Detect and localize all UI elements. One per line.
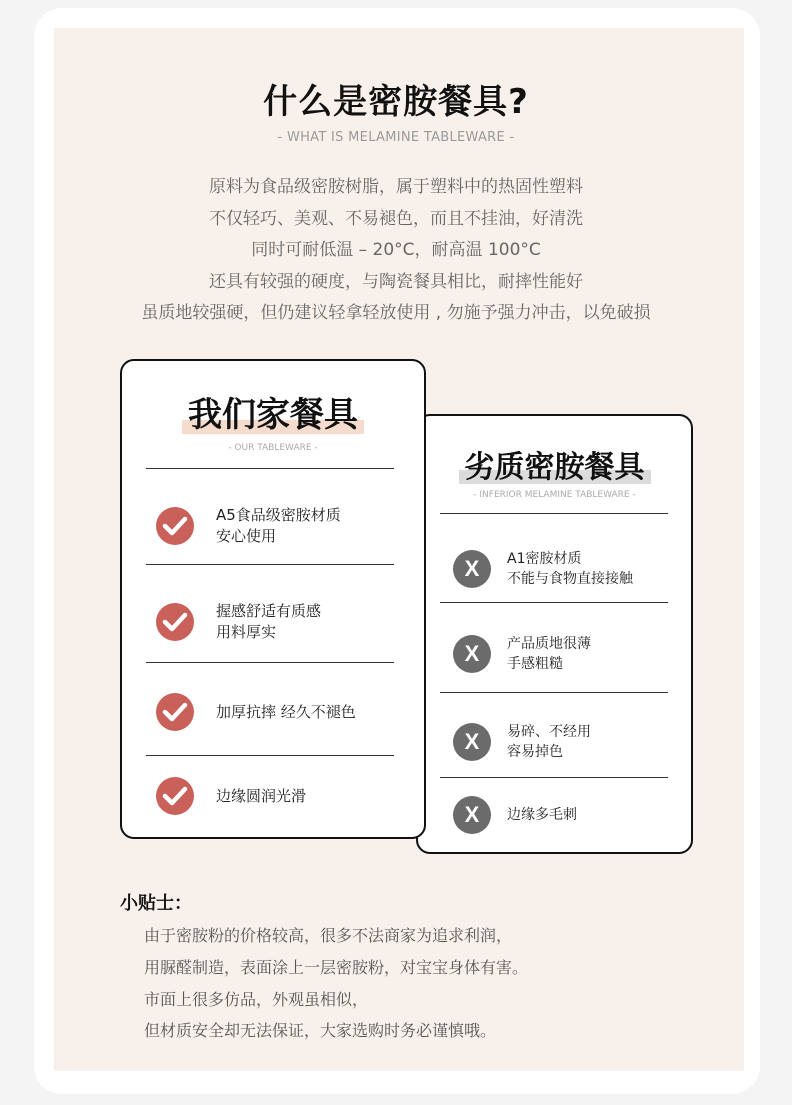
check-icon xyxy=(156,603,194,641)
our-card-subtitle: - OUR TABLEWARE - xyxy=(228,443,318,453)
item-line: 手感粗糙 xyxy=(507,656,563,672)
list-item xyxy=(453,549,633,589)
page-subtitle: - WHAT IS MELAMINE TABLEWARE - xyxy=(277,130,515,145)
item-line: 边缘多毛刺 xyxy=(507,807,577,823)
inferior-tableware-card xyxy=(416,414,693,854)
divider xyxy=(440,513,668,514)
item-line: A1密胺材质 xyxy=(507,551,582,567)
inferior-card-title xyxy=(459,442,651,486)
item-text xyxy=(216,601,321,643)
list-item xyxy=(453,722,591,762)
list-item xyxy=(156,505,341,547)
x-icon: X xyxy=(453,635,491,673)
tips-line: 由于密胺粉的价格较高，很多不法商家为追求利润， xyxy=(144,926,513,945)
item-line: A5食品级密胺材质 xyxy=(216,506,341,524)
tips-line: 市面上很多仿品，外观虽相似， xyxy=(144,989,369,1009)
list-item xyxy=(453,634,591,674)
check-icon xyxy=(156,693,194,731)
page-title: 什么是密胺餐具? xyxy=(263,82,529,122)
intro-line: 原料为食品级密胺树脂，属于塑料中的热固性塑料 xyxy=(209,177,583,197)
list-item xyxy=(156,693,356,731)
inferior-card-subtitle: - INFERIOR MELAMINE TABLEWARE - xyxy=(473,490,636,500)
item-line: 握感舒适有质感 xyxy=(216,602,322,620)
tips-line: 用脲醛制造，表面涂上一层密胺粉，对宝宝身体有害。 xyxy=(144,957,529,977)
x-icon: X xyxy=(453,550,491,588)
item-text xyxy=(507,549,633,589)
tips-title: 小贴士： xyxy=(120,893,192,914)
item-line: 易碎、不经用 xyxy=(507,724,591,740)
item-line: 加厚抗摔 经久不褪色 xyxy=(216,702,356,721)
divider xyxy=(146,468,394,469)
intro-line: 还具有较强的硬度，与陶瓷餐具相比，耐摔性能好 xyxy=(209,271,583,292)
divider xyxy=(146,662,394,663)
tips-text xyxy=(144,920,528,1047)
item-text xyxy=(216,702,356,723)
tips-line: 但材质安全却无法保证，大家选购时务必谨慎哦。 xyxy=(144,1021,497,1041)
our-card-title-wrap xyxy=(122,387,424,436)
item-line: 用料厚实 xyxy=(216,623,277,641)
divider xyxy=(440,602,668,603)
intro-line: 虽质地较强硬，但仍建议轻拿轻放使用 , 勿施予强力冲击，以免破损 xyxy=(141,303,651,323)
item-text xyxy=(216,505,341,547)
check-icon xyxy=(156,507,194,545)
list-item xyxy=(453,796,577,834)
inferior-card-title-text: 劣质密胺餐具 xyxy=(464,450,645,485)
check-icon xyxy=(156,777,194,815)
divider xyxy=(146,564,394,565)
divider xyxy=(440,777,668,778)
item-text xyxy=(507,805,577,825)
intro-text xyxy=(0,172,792,330)
item-line: 安心使用 xyxy=(216,527,277,545)
x-icon: X xyxy=(453,723,491,761)
item-line: 产品质地很薄 xyxy=(507,636,591,652)
our-card-title-text: 我们家餐具 xyxy=(188,395,358,435)
item-line: 不能与食物直接接触 xyxy=(507,571,633,587)
item-line: 边缘圆润光滑 xyxy=(216,786,307,805)
our-card-title xyxy=(182,387,364,436)
inferior-card-title-wrap xyxy=(418,442,691,486)
intro-line: 不仅轻巧、美观、不易褪色，而且不挂油，好清洗 xyxy=(209,208,583,229)
item-text xyxy=(216,786,306,807)
our-tableware-card xyxy=(120,359,426,839)
intro-line: 同时可耐低温 – 20°C，耐高温 100°C xyxy=(251,240,541,260)
item-text xyxy=(507,722,591,762)
divider xyxy=(440,692,668,693)
divider xyxy=(146,755,394,756)
x-icon: X xyxy=(453,796,491,834)
list-item xyxy=(156,601,321,643)
item-text xyxy=(507,634,591,674)
item-line: 容易掉色 xyxy=(507,744,563,760)
list-item xyxy=(156,777,306,815)
